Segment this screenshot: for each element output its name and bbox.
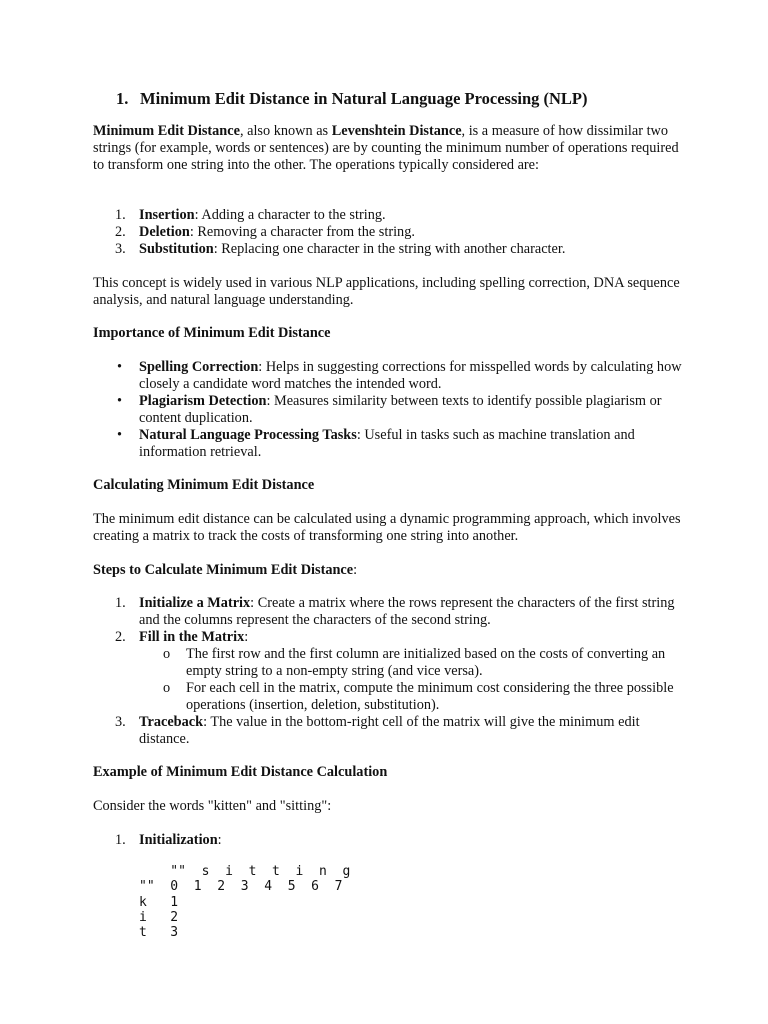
list-desc: : The value in the bottom-right cell of the matrix will give the minimum edit distance.: [139, 714, 640, 747]
intro-text-2: , is a measure of how dissimilar two strings (for example, words or sentences) are by counting the minimum number of operations required to transform one string into the other. The operations typically considered are:: [93, 123, 679, 173]
list-term: Natural Language Processing Tasks: [139, 427, 357, 443]
bullet-icon: •: [117, 427, 123, 443]
calculating-paragraph: The minimum edit distance can be calculated using a dynamic programming approach, which involves creating a matrix to track the costs of transforming one string into another.: [93, 511, 681, 544]
sub-bullet-icon: o: [163, 680, 171, 696]
matrix-code-block: [139, 864, 350, 940]
list-number: 1.: [115, 207, 126, 223]
intro-text-1: , also known as: [239, 123, 332, 139]
sub-bullet-icon: o: [163, 646, 171, 662]
list-desc: : Adding a character to the string.: [194, 207, 386, 223]
list-item: [93, 629, 683, 714]
steps-heading-suffix: :: [353, 562, 358, 578]
sub-list-item: [93, 680, 683, 714]
matrix-line: i 2: [139, 909, 179, 925]
list-term: Insertion: [139, 207, 195, 223]
bullet-icon: •: [117, 359, 123, 375]
list-term: Fill in the Matrix: [139, 629, 245, 645]
intro-paragraph: [93, 123, 683, 174]
sub-list-text: For each cell in the matrix, compute the minimum cost considering the three possible operations (insertion, deletion, substitution).: [186, 680, 674, 713]
matrix-line: k 1: [139, 894, 179, 910]
list-number: 2.: [115, 224, 126, 240]
steps-list: [93, 595, 683, 748]
usage-paragraph: This concept is widely used in various NLP applications, including spelling correction, DNA sequence analysis, and natural language understanding.: [93, 275, 680, 308]
list-desc: : Measures similarity between texts to identify possible plagiarism or content duplication.: [139, 393, 662, 426]
list-term: Substitution: [139, 241, 214, 257]
list-term: Deletion: [139, 224, 190, 240]
list-desc: :: [217, 832, 222, 848]
list-item: [93, 207, 683, 224]
list-item: [93, 714, 683, 748]
example-heading: Example of Minimum Edit Distance Calculation: [93, 764, 388, 780]
list-number: 3.: [115, 241, 126, 257]
list-item: [93, 393, 683, 427]
term-minimum-edit-distance: Minimum Edit Distance: [93, 123, 240, 139]
page-title: [116, 89, 588, 109]
list-item: [93, 224, 683, 241]
list-desc: : Useful in tasks such as machine translation and information retrieval.: [139, 427, 635, 460]
list-term: Traceback: [139, 714, 204, 730]
bullet-icon: •: [117, 393, 123, 409]
title-number: 1.: [116, 89, 129, 108]
list-item: [93, 595, 683, 629]
list-term: Initialization: [139, 832, 218, 848]
sub-list-text: The first row and the first column are initialized based on the costs of converting an empty string to a non-empty string (and vice versa).: [186, 646, 666, 679]
list-desc: : Create a matrix where the rows represent the characters of the first string and the columns represent the characters of the second string.: [139, 595, 675, 628]
list-term: Spelling Correction: [139, 359, 259, 375]
operations-list: [93, 207, 683, 258]
example-paragraph: Consider the words "kitten" and "sitting":: [93, 798, 332, 814]
list-number: 2.: [115, 629, 126, 645]
list-desc: : Helps in suggesting corrections for misspelled words by calculating how closely a candidate word matches the intended word.: [139, 359, 682, 392]
matrix-line: "" s i t t i n g: [139, 864, 351, 879]
list-number: 3.: [115, 714, 126, 730]
list-item: [93, 427, 683, 461]
steps-heading-text: Steps to Calculate Minimum Edit Distance: [93, 562, 354, 578]
list-desc: : Replacing one character in the string with another character.: [213, 241, 566, 257]
list-number: 1.: [115, 832, 126, 848]
importance-list: [93, 359, 683, 461]
list-item: [93, 241, 683, 258]
matrix-line: t 3: [139, 925, 179, 941]
title-text: Minimum Edit Distance in Natural Language Processing (NLP): [140, 89, 588, 108]
list-term: Plagiarism Detection: [139, 393, 267, 409]
list-item: [93, 359, 683, 393]
calculating-heading: Calculating Minimum Edit Distance: [93, 477, 315, 493]
list-desc: : Removing a character from the string.: [189, 224, 415, 240]
sub-list-item: [93, 646, 683, 680]
list-number: 1.: [115, 595, 126, 611]
example-list: [93, 832, 683, 849]
term-levenshtein-distance: Levenshtein Distance: [331, 123, 462, 139]
list-term: Initialize a Matrix: [139, 595, 251, 611]
sub-list: [93, 646, 683, 714]
steps-heading: [93, 562, 683, 579]
list-item: [93, 832, 683, 849]
importance-heading: Importance of Minimum Edit Distance: [93, 325, 331, 341]
list-desc: :: [244, 629, 249, 645]
matrix-line: "" 0 1 2 3 4 5 6 7: [139, 879, 343, 895]
